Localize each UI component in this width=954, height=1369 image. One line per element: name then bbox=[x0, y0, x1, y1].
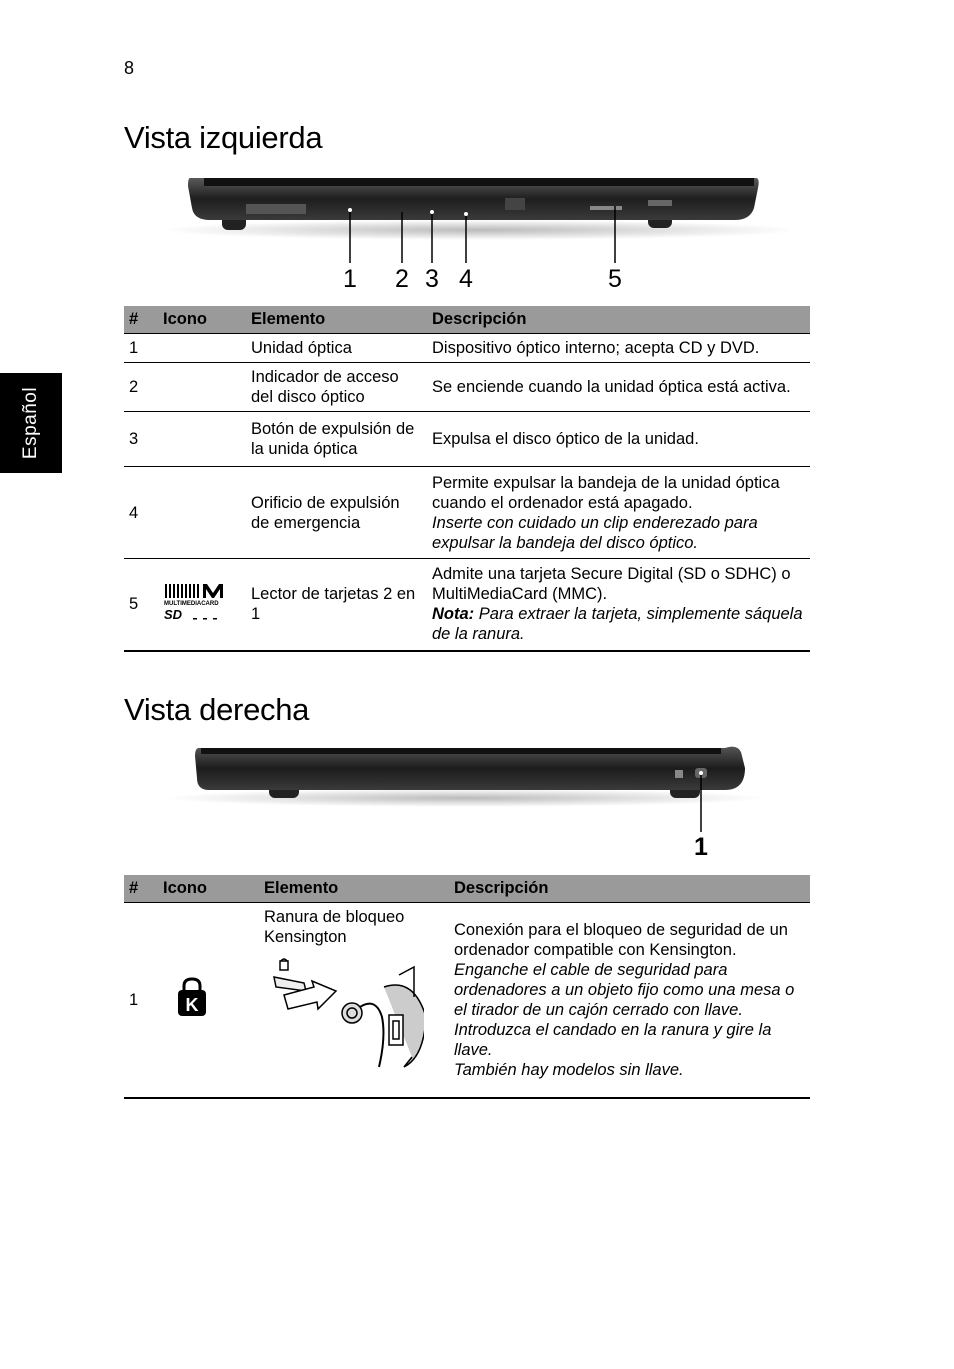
table-row bbox=[124, 334, 810, 363]
row-icon bbox=[158, 559, 246, 651]
row-element: Orificio de expulsión de emergencia bbox=[246, 467, 427, 559]
language-label: Español bbox=[20, 386, 42, 460]
row-description bbox=[427, 559, 810, 651]
row-description-note: Para extraer la tarjeta, simplemente sáquela de la ranura. bbox=[432, 605, 803, 644]
kensington-lock-diagram bbox=[264, 957, 424, 1077]
callout-2: 2 bbox=[395, 265, 409, 293]
row-description-main: Conexión para el bloqueo de seguridad de un ordenador compatible con Kensington. bbox=[454, 920, 788, 959]
row-description-italic: Enganche el cable de seguridad para ordenadores a un objeto fijo como una mesa o el tirador de un cajón cerrado con llave. bbox=[454, 960, 795, 1019]
header-description: Descripción bbox=[449, 875, 810, 903]
right-view-title: Vista derecha bbox=[124, 692, 310, 727]
header-icon: Icono bbox=[158, 875, 259, 903]
row-description-main: Admite una tarjeta Secure Digital (SD o SDHC) o MultiMediaCard (MMC). bbox=[432, 565, 791, 604]
note-label: Nota: bbox=[432, 605, 475, 624]
left-view-table bbox=[124, 306, 810, 652]
mmc-icon-text: MULTIMEDIACARD bbox=[164, 600, 219, 607]
sd-icon-text: SD bbox=[164, 606, 183, 622]
row-num: 4 bbox=[124, 467, 158, 559]
table-header-row bbox=[124, 875, 810, 903]
left-view-title: Vista izquierda bbox=[124, 120, 323, 155]
mmc-sd-card-icon bbox=[163, 582, 229, 622]
right-callout-1: 1 bbox=[694, 833, 708, 861]
row-element: Botón de expulsión de la unida óptica bbox=[246, 412, 427, 467]
header-element: Elemento bbox=[246, 306, 427, 334]
header-description: Descripción bbox=[427, 306, 810, 334]
callout-3: 3 bbox=[425, 265, 439, 293]
kensington-lock-icon bbox=[175, 977, 209, 1017]
table-row bbox=[124, 363, 810, 412]
header-icon: Icono bbox=[158, 306, 246, 334]
row-icon bbox=[158, 903, 259, 1098]
row-icon bbox=[158, 334, 246, 363]
row-description: Dispositivo óptico interno; acepta CD y DVD. bbox=[427, 334, 810, 363]
table-row bbox=[124, 467, 810, 559]
header-num: # bbox=[124, 306, 158, 334]
row-description-italic: También hay modelos sin llave. bbox=[454, 1060, 684, 1079]
row-num: 1 bbox=[124, 334, 158, 363]
callout-1: 1 bbox=[343, 265, 357, 293]
header-num: # bbox=[124, 875, 158, 903]
row-num: 3 bbox=[124, 412, 158, 467]
table-header-row bbox=[124, 306, 810, 334]
callout-5: 5 bbox=[608, 265, 622, 293]
row-num: 2 bbox=[124, 363, 158, 412]
row-element bbox=[259, 903, 449, 1098]
row-icon bbox=[158, 363, 246, 412]
header-element: Elemento bbox=[259, 875, 449, 903]
row-description bbox=[427, 467, 810, 559]
kensington-icon-letter: K bbox=[185, 995, 199, 1016]
table-row bbox=[124, 559, 810, 651]
row-description-italic: Introduzca el candado en la ranura y gire la llave. bbox=[454, 1020, 772, 1059]
row-element: Lector de tarjetas 2 en 1 bbox=[246, 559, 427, 651]
row-description-main: Permite expulsar la bandeja de la unidad óptica cuando el ordenador está apagado. bbox=[432, 473, 780, 512]
row-icon bbox=[158, 412, 246, 467]
row-element-text: Ranura de bloqueo Kensington bbox=[264, 908, 405, 946]
page-number: 8 bbox=[124, 58, 135, 78]
row-num: 5 bbox=[124, 559, 158, 651]
row-description bbox=[449, 903, 810, 1098]
callout-4: 4 bbox=[459, 265, 473, 293]
row-element: Indicador de acceso del disco óptico bbox=[246, 363, 427, 412]
table-row bbox=[124, 903, 810, 1098]
row-icon bbox=[158, 467, 246, 559]
table-row bbox=[124, 412, 810, 467]
language-side-tab bbox=[0, 373, 62, 473]
row-description: Se enciende cuando la unidad óptica está activa. bbox=[427, 363, 810, 412]
row-num: 1 bbox=[124, 903, 158, 1098]
row-description: Expulsa el disco óptico de la unidad. bbox=[427, 412, 810, 467]
row-description-note: Inserte con cuidado un clip enderezado para expulsar la bandeja del disco óptico. bbox=[432, 513, 758, 552]
right-view-table bbox=[124, 875, 810, 1099]
row-element: Unidad óptica bbox=[246, 334, 427, 363]
